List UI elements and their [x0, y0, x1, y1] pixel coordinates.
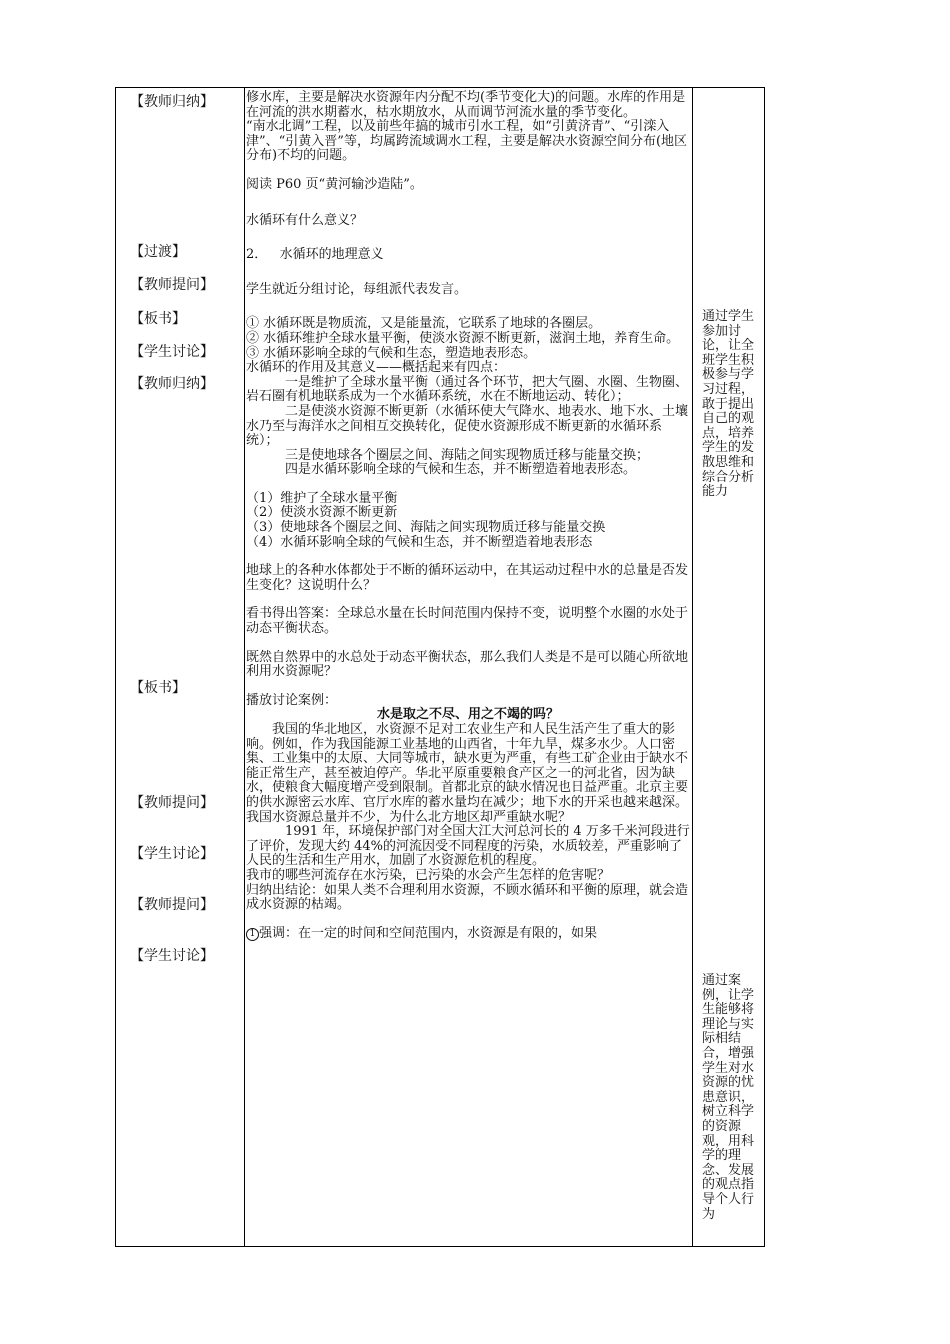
design-intent-column: [696, 88, 762, 1246]
content-paragraph: 学生就近分组讨论，每组派代表发言。: [246, 281, 468, 297]
content-paragraph: 二是使淡水资源不断更新（水循环使大气降水、地表水、地下水、土壤水乃至与海洋水之间相互交换转化，促使水资源形成不断更新的水循环系统）；: [246, 403, 689, 449]
case-paragraph: 1991 年，环境保护部门对全国大江大河总河长的 4 万多千米河段进行了评价，发现大约 44%的河流因受不同程度的污染，水质较差，严重影响了人民的生活和生产用水，加剧了水资源危机的程度。: [246, 824, 690, 869]
design-intent-note: 通过案例，让学生能够将理论与实际相结合，增强学生对水资源的忧患意识，树立科学的资源观，用科学的理念、发展的观点指导个人行为: [702, 973, 755, 1222]
step-label: 【教师提问】: [130, 795, 214, 811]
board-item: （3）使地球各个圈层之间、海陆之间实现物质迁移与能量交换: [246, 520, 606, 536]
step-label: 【教师归纳】: [130, 94, 214, 110]
content-paragraph: 三是使地球各个圈层之间、海陆之间实现物质迁移与能量交换；: [285, 447, 650, 463]
content-paragraph: ① 水循环既是物质流，又是能量流，它联系了地球的各圈层。: [246, 316, 602, 332]
teaching-content-column: [246, 88, 690, 1246]
content-paragraph: “南水北调”工程，以及前些年搞的城市引水工程，如“引黄济青”、“引滦入津”、“引黄入晋”等，均属跨流域调水工程，主要是解决水资源空间分布(地区分布)不均的问题。: [246, 119, 688, 164]
step-label: 【过渡】: [130, 244, 186, 260]
step-label: 【学生讨论】: [130, 948, 214, 964]
content-paragraph: 播放讨论案例：: [246, 692, 338, 708]
board-item: （4）水循环影响全球的气候和生态，并不断塑造着地表形态: [246, 534, 593, 550]
lesson-plan-table: [115, 87, 765, 1247]
design-intent-note: 通过学生参加讨论，让全班学生积极参与学习过程，敢于提出自己的观点，培养学生的发散思维和综合分析能力: [702, 309, 755, 500]
case-title: 水是取之不尽、用之不竭的吗？: [376, 707, 559, 723]
emphasis-text: 强调：在一定的时间和空间范围内，水资源是有限的，如果: [259, 925, 598, 941]
content-paragraph: 阅读 P60 页“黄河输沙造陆”。: [246, 176, 423, 192]
content-paragraph: 一是维护了全球水量平衡（通过各个环节，把大气圈、水圈、生物圈、岩石圈有机地联系成为一个水循环系统，水在不断地运动、转化）；: [246, 374, 689, 405]
content-paragraph: 水循环的作用及其意义——概括起来有四点：: [246, 360, 507, 376]
board-item: （1）维护了全球水量平衡: [246, 490, 398, 506]
content-paragraph: [246, 927, 690, 942]
content-paragraph: 既然自然界中的水总处于动态平衡状态，那么我们人类是不是可以随心所欲地利用水资源呢？: [246, 649, 689, 680]
section-heading: 2． 水循环的地理意义: [246, 247, 384, 263]
content-paragraph: 四是水循环影响全球的气候和生态，并不断塑造着地表形态。: [285, 462, 637, 478]
circled-number: 1: [246, 928, 259, 941]
content-paragraph: 水循环有什么意义？: [246, 212, 364, 228]
column-divider: [692, 88, 693, 1246]
step-label: 【学生讨论】: [130, 344, 214, 360]
content-paragraph: ③ 水循环影响全球的气候和生态，塑造地表形态。: [246, 345, 537, 361]
column-divider: [244, 88, 245, 1246]
content-paragraph: 归纳出结论：如果人类不合理利用水资源，不顾水循环和平衡的原理，就会造成水资源的枯竭。: [246, 882, 689, 913]
content-paragraph: 我市的哪些河流存在水污染，已污染的水会产生怎样的危害呢？: [246, 867, 611, 883]
step-label: 【学生讨论】: [130, 846, 214, 862]
content-paragraph: ② 水循环维护全球水量平衡，使淡水资源不断更新，滋润土地，养育生命。: [246, 330, 680, 346]
step-label: 【板书】: [130, 311, 186, 327]
content-paragraph: 看书得出答案：全球总水量在长时间范围内保持不变，说明整个水圈的水处于动态平衡状态。: [246, 606, 689, 637]
step-label: 【教师归纳】: [130, 376, 214, 392]
step-label: 【板书】: [130, 680, 186, 696]
content-paragraph: 修水库，主要是解决水资源年内分配不均(季节变化大)的问题。水库的作用是在河流的洪水期蓄水，枯水期放水，从而调节河流水量的季节变化。: [246, 90, 686, 120]
step-label: 【教师提问】: [130, 277, 214, 293]
step-label-column: [116, 88, 244, 1246]
step-label: 【教师提问】: [130, 897, 214, 913]
case-paragraph: 我国的华北地区，水资源不足对工农业生产和人民生活产生了重大的影响。例如，作为我国能源工业基地的山西省，十年九旱，煤多水少。人口密集、工业集中的太原、大同等城市，缺水更为严重，有些工矿企业由于缺水不能正常生产，甚至被迫停产。华北平原重要粮食产区之一的河北省，因为缺水，使粮食大幅度增产受到限制。首都北京的缺水情况也日益严重。北京主要的供水源密云水库、官厅水库的蓄水量均在减少；地下水的开采也越来越深。 我国水资源总量并不少，为什么北方地区却严重缺水呢？: [246, 722, 689, 825]
content-paragraph: 地球上的各种水体都处于不断的循环运动中，在其运动过程中水的总量是否发生变化？这说明什么？: [246, 563, 689, 593]
board-item: （2）使淡水资源不断更新: [246, 505, 398, 521]
